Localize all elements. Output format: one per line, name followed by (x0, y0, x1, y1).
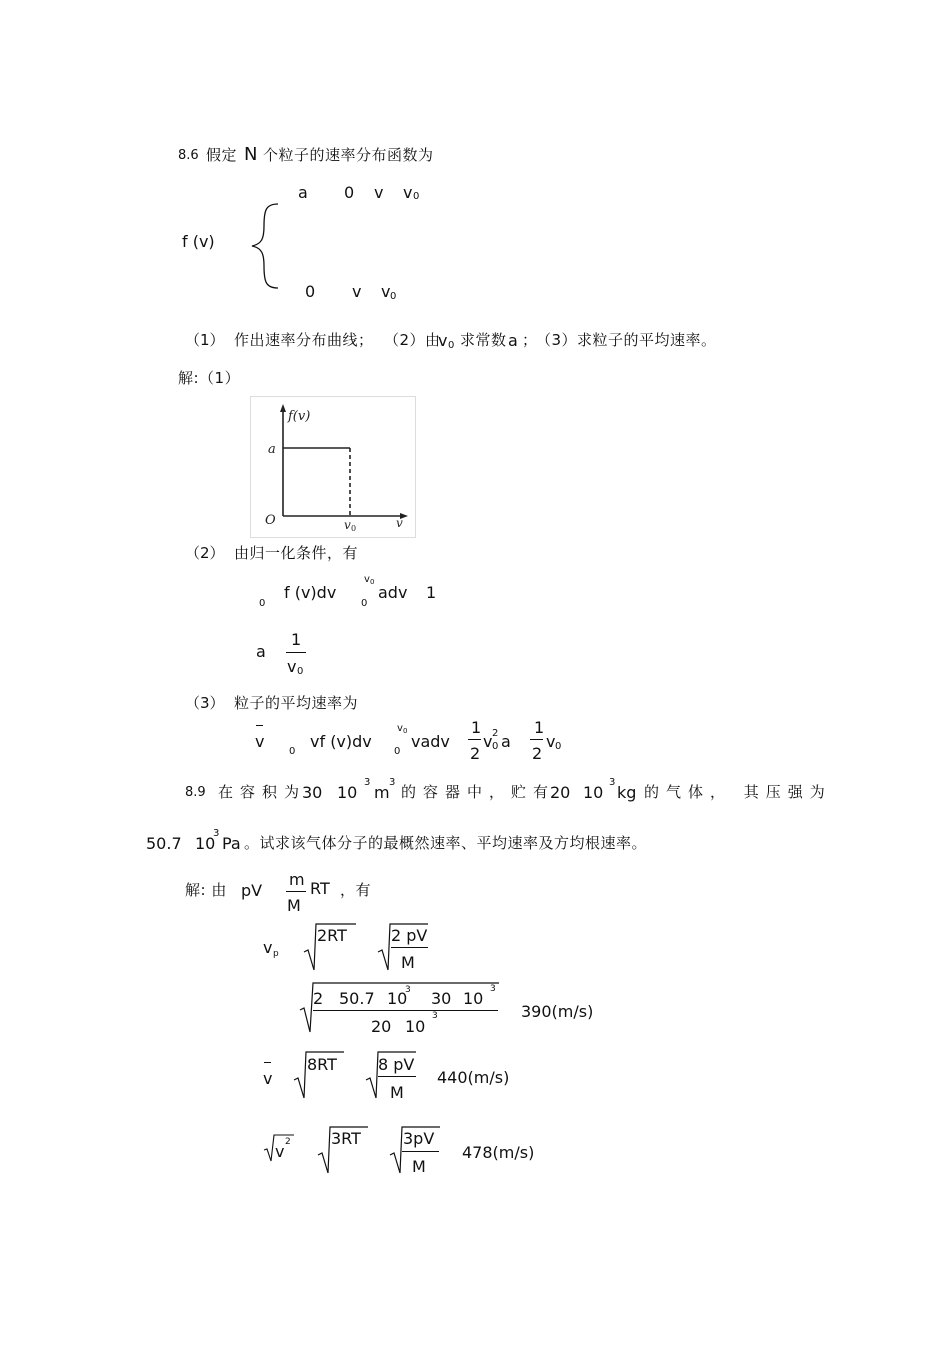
symbol-vbar: v (255, 732, 265, 751)
problem-text: 的容器中，贮有 (401, 783, 556, 801)
fraction-numerator: 1 (291, 630, 302, 649)
sqrt-content: 2RT (317, 926, 347, 945)
subscript: 0 (390, 291, 397, 302)
integral-upper: v (364, 574, 370, 585)
result-value: 440(m/s) (437, 1068, 510, 1087)
task-number: （2）由 (384, 331, 441, 349)
piecewise-var: v (374, 183, 384, 202)
overbar (264, 1062, 271, 1063)
subscript: 0 (492, 741, 499, 752)
problem-text: 的气体， 其压强为 (644, 783, 832, 801)
value: 10 (405, 1017, 426, 1036)
integral-expr: vadv (411, 732, 450, 751)
superscript: 3 (490, 984, 496, 994)
unit: kg (617, 783, 637, 802)
value: 20 (371, 1017, 392, 1036)
integral-lower: 0 (289, 746, 296, 757)
integral-lower: 0 (361, 598, 368, 609)
value: 30 (302, 783, 323, 802)
superscript: 2 (285, 1137, 291, 1147)
symbol-v: v (546, 732, 556, 751)
sqrt-content: 8RT (307, 1055, 337, 1074)
fraction-denominator: 2 (470, 744, 481, 763)
superscript: 3 (213, 828, 220, 839)
equation-lhs: a (256, 642, 266, 661)
solution-text: ，有 (340, 881, 372, 899)
fraction-denominator: M (390, 1083, 404, 1102)
value: 50.7 (146, 834, 182, 853)
symbol-N: N (244, 144, 258, 165)
task-text: 求常数 (460, 331, 507, 349)
piecewise-value: 0 (305, 282, 316, 301)
problem-text: 在容积为 (218, 783, 307, 801)
value: 10 (583, 783, 604, 802)
fraction-denominator: M (287, 896, 301, 915)
value: 10 (337, 783, 358, 802)
subscript: 0 (555, 741, 562, 752)
fraction-denominator: 2 (532, 744, 543, 763)
piecewise-value: a (298, 183, 308, 202)
result-value: 390(m/s) (521, 1002, 594, 1021)
fraction-numerator: 2 pV (391, 926, 428, 945)
superscript: 3 (432, 1011, 438, 1021)
piecewise-bound: 0 (344, 183, 355, 202)
part-number: （2） (185, 544, 225, 562)
solution-label: 解:（1） (178, 369, 241, 387)
problem-number: 8.9 (185, 785, 206, 800)
unit: m (374, 783, 390, 802)
fraction-denominator: v (287, 657, 297, 676)
integral-lower: 0 (259, 598, 266, 609)
problem-text: 假定 (206, 146, 238, 164)
integral-lower: 0 (394, 746, 401, 757)
value: 10 (387, 989, 408, 1008)
task-text: （3）求粒子的平均速率。 (536, 331, 717, 349)
value: 20 (550, 783, 571, 802)
fraction-numerator: 1 (471, 718, 482, 737)
value: 10 (463, 989, 484, 1008)
x-axis-label: v (396, 516, 403, 530)
fraction-bar (378, 1076, 416, 1077)
fraction-numerator: 1 (534, 718, 545, 737)
symbol-v: v (483, 732, 493, 751)
symbol-vbar: v (263, 1069, 273, 1088)
fraction-bar (286, 891, 306, 892)
integral-expr: adv (378, 583, 408, 602)
symbol-v: v (275, 1142, 285, 1161)
task-number: （1） (185, 331, 225, 349)
unit: Pa (222, 834, 241, 853)
brace-icon (248, 200, 282, 292)
symbol-RT: RT (310, 879, 330, 898)
problem-text: 个粒子的速率分布函数为 (263, 146, 434, 164)
superscript: 3 (389, 777, 396, 788)
symbol-a: a (501, 732, 511, 751)
subscript: 0 (297, 666, 304, 677)
value: 30 (431, 989, 452, 1008)
subscript: 0 (448, 340, 455, 351)
fraction-bar (530, 739, 543, 740)
value: 10 (195, 834, 216, 853)
f-label: f (v) (182, 232, 215, 251)
graph-svg (250, 396, 416, 538)
symbol-vp: v (263, 938, 273, 957)
problem-number: 8.6 (178, 148, 199, 163)
value: 50.7 (339, 989, 375, 1008)
origin-label: O (265, 513, 276, 528)
integral-upper: v (397, 723, 403, 734)
task-text: 作出速率分布曲线； (234, 331, 374, 349)
fraction-numerator: 3pV (403, 1129, 435, 1148)
piecewise-bound: v (381, 282, 391, 301)
superscript: 3 (609, 777, 616, 788)
part-number: （3） (185, 694, 225, 712)
fraction-bar (313, 1010, 498, 1011)
symbol-a: a (508, 331, 518, 350)
result-value: 478(m/s) (462, 1143, 535, 1162)
separator: ； (522, 331, 538, 349)
fraction-denominator: M (401, 953, 415, 972)
x-mark-label: v (344, 518, 351, 532)
equation-lhs: pV (241, 881, 263, 900)
subscript: 0 (413, 191, 420, 202)
x-mark-sub: 0 (351, 524, 357, 533)
part-text: 由归一化条件，有 (234, 544, 359, 562)
fraction-bar (402, 1151, 439, 1152)
superscript: 2 (492, 728, 499, 739)
subscript: 0 (403, 727, 408, 735)
piecewise-bound: v (403, 183, 413, 202)
fraction-bar (286, 652, 306, 653)
problem-text: 。试求该气体分子的最概然速率、平均速率及方均根速率。 (244, 834, 648, 852)
fraction-numerator: m (289, 870, 305, 889)
sqrt-content: 3RT (331, 1129, 361, 1148)
solution-label: 解: 由 (185, 881, 227, 899)
fraction-bar (468, 739, 481, 740)
subscript: p (273, 949, 279, 959)
integral-expr: f (v)dv (284, 583, 337, 602)
overbar (256, 725, 263, 726)
superscript: 3 (405, 985, 411, 995)
fraction-bar (391, 947, 428, 948)
fraction-denominator: M (412, 1157, 426, 1176)
velocity-distribution-graph (250, 396, 416, 538)
integral-expr: vf (v)dv (310, 732, 372, 751)
value: 2 (313, 989, 324, 1008)
fraction-numerator: 8 pV (378, 1055, 415, 1074)
piecewise-var: v (352, 282, 362, 301)
superscript: 3 (364, 777, 371, 788)
equation-rhs: 1 (426, 583, 437, 602)
subscript: 0 (370, 578, 375, 586)
y-axis-label: f(v) (288, 409, 311, 424)
level-label: a (268, 442, 276, 457)
part-text: 粒子的平均速率为 (234, 694, 359, 712)
symbol-v: v (438, 331, 448, 350)
